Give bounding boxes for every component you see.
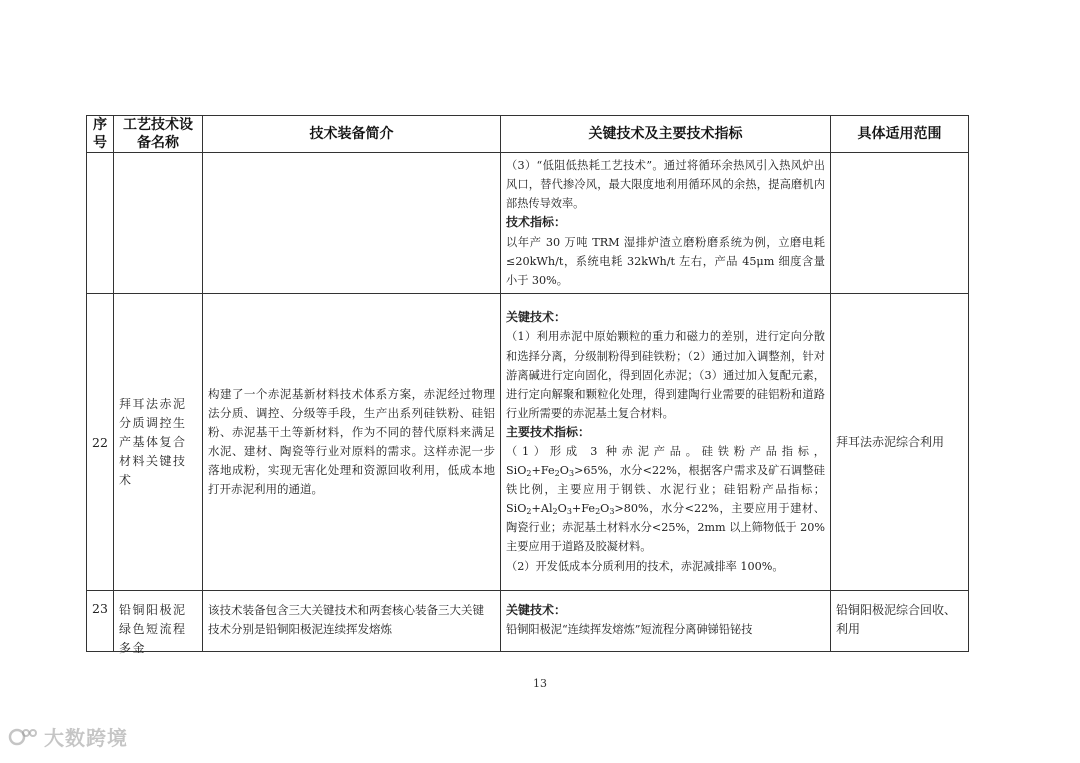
table-row (87, 294, 969, 591)
cell-brief (203, 591, 501, 652)
header-seq: 序号 (87, 116, 114, 153)
header-name: 工艺技术设备名称 (114, 116, 203, 153)
scope-text: 铅铜阳极泥综合回收、利用 (836, 603, 957, 636)
key-paragraph: （1）利用赤泥中原始颗粒的重力和磁力的差别，进行定向分散和选择分离，分级制粉得到硅铁粉；（2）通过加入调整剂，针对游离碱进行定向固化，得到固化赤泥；（3）通过加入复配元素，进行定向解聚和颗粒化处理，得到建陶行业需要的硅铝粉和道路行业所需要的赤泥基土复合材料。 (506, 330, 825, 420)
watermark-logo-icon (8, 725, 38, 749)
cell-seq: 23 (87, 591, 114, 652)
cell-name: 拜耳法赤泥分质调控生产基体复合材料关键技术 (114, 294, 203, 591)
metrics-part-b: ，水分<22%，根据客户需求及矿石调整硅铁比例，主要应用于钢铁、水泥行业；硅铝粉产品指标； (506, 464, 825, 497)
cell-brief (203, 294, 501, 591)
key-clip (506, 601, 825, 641)
technology-table (86, 115, 969, 655)
metrics-part-a: （1）形成 3 种赤泥产品。硅铁粉产品指标， (506, 445, 825, 458)
metrics-heading: 技术指标： (506, 215, 567, 230)
cell-name (114, 153, 203, 294)
header-scope: 具体适用范围 (831, 116, 969, 153)
key-paragraph: 铅铜阳极泥“连续挥发熔炼”短流程分离砷锑铅铋技 (506, 623, 753, 637)
header-brief: 技术装备简介 (203, 116, 501, 153)
table-header-row (87, 116, 969, 153)
cell-scope (831, 153, 969, 294)
header-key: 关键技术及主要技术指标 (501, 116, 831, 153)
metrics-heading: 主要技术指标： (506, 424, 591, 439)
formula-silicon-iron: $SiO_2+Fe_2O_3>65\%$ (506, 464, 609, 479)
metrics-paragraph-2: （2）开发低成本分质利用的技术，赤泥减排率 100%。 (506, 559, 784, 573)
metrics-paragraph (506, 442, 825, 557)
cell-seq (87, 153, 114, 294)
metrics-paragraph: 以年产 30 万吨 TRM 湿排炉渣立磨粉磨系统为例，立磨电耗≤20kWh/t，系统电耗 32kWh/t 左右，产品 45μm 细度含量小于 30%。 (506, 235, 825, 287)
cell-name (114, 591, 203, 655)
cell-key (501, 591, 831, 652)
key-paragraph: （3）“低阻低热耗工艺技术”。通过将循环余热风引入热风炉出风口，替代掺冷风，最大限度地利用循环风的余热，提高磨机内部热传导效率。 (506, 159, 825, 211)
cell-key (501, 294, 831, 591)
watermark (8, 722, 128, 751)
table-row (87, 153, 969, 294)
table-row (87, 591, 969, 652)
cell-scope: 拜耳法赤泥综合利用 (831, 294, 969, 591)
cell-scope (831, 591, 969, 652)
page-number: 13 (533, 677, 547, 690)
cell-seq: 22 (87, 294, 114, 591)
formula-silicon-aluminum: $SiO_2+Al_2O_3+Fe_2O_3>80\%$ (506, 502, 649, 517)
brief-paragraph: 构建了一个赤泥基新材料技术体系方案，赤泥经过物理法分质、调控、分级等手段，生产出系列硅铁粉、硅铝粉、赤泥基干土等新材料，作为不同的替代原料来满足水泥、建材、陶瓷等行业对原料的需求。这样赤泥一步落地成粉，实现无害化处理和资源回收利用，低成本地打开赤泥利用的通道。 (208, 387, 495, 496)
key-heading: 关键技术： (506, 310, 567, 325)
watermark-text: 大数跨境 (44, 726, 128, 750)
metrics-part-c: ，水分<22%，主要应用于建材、陶瓷行业；赤泥基土材料水分<25%，2mm 以上筛物低于 20%主要应用于道路及胶凝材料。 (506, 502, 825, 554)
name-text: 铅铜阳极泥绿色短流程多金 (119, 603, 187, 655)
cell-brief (203, 153, 501, 294)
cell-key (501, 153, 831, 294)
brief-text: 该技术装备包含三大关键技术和两套核心装备三大关键技术分别是铅铜阳极泥连续挥发熔炼 (208, 603, 484, 636)
key-heading: 关键技术： (506, 603, 567, 617)
